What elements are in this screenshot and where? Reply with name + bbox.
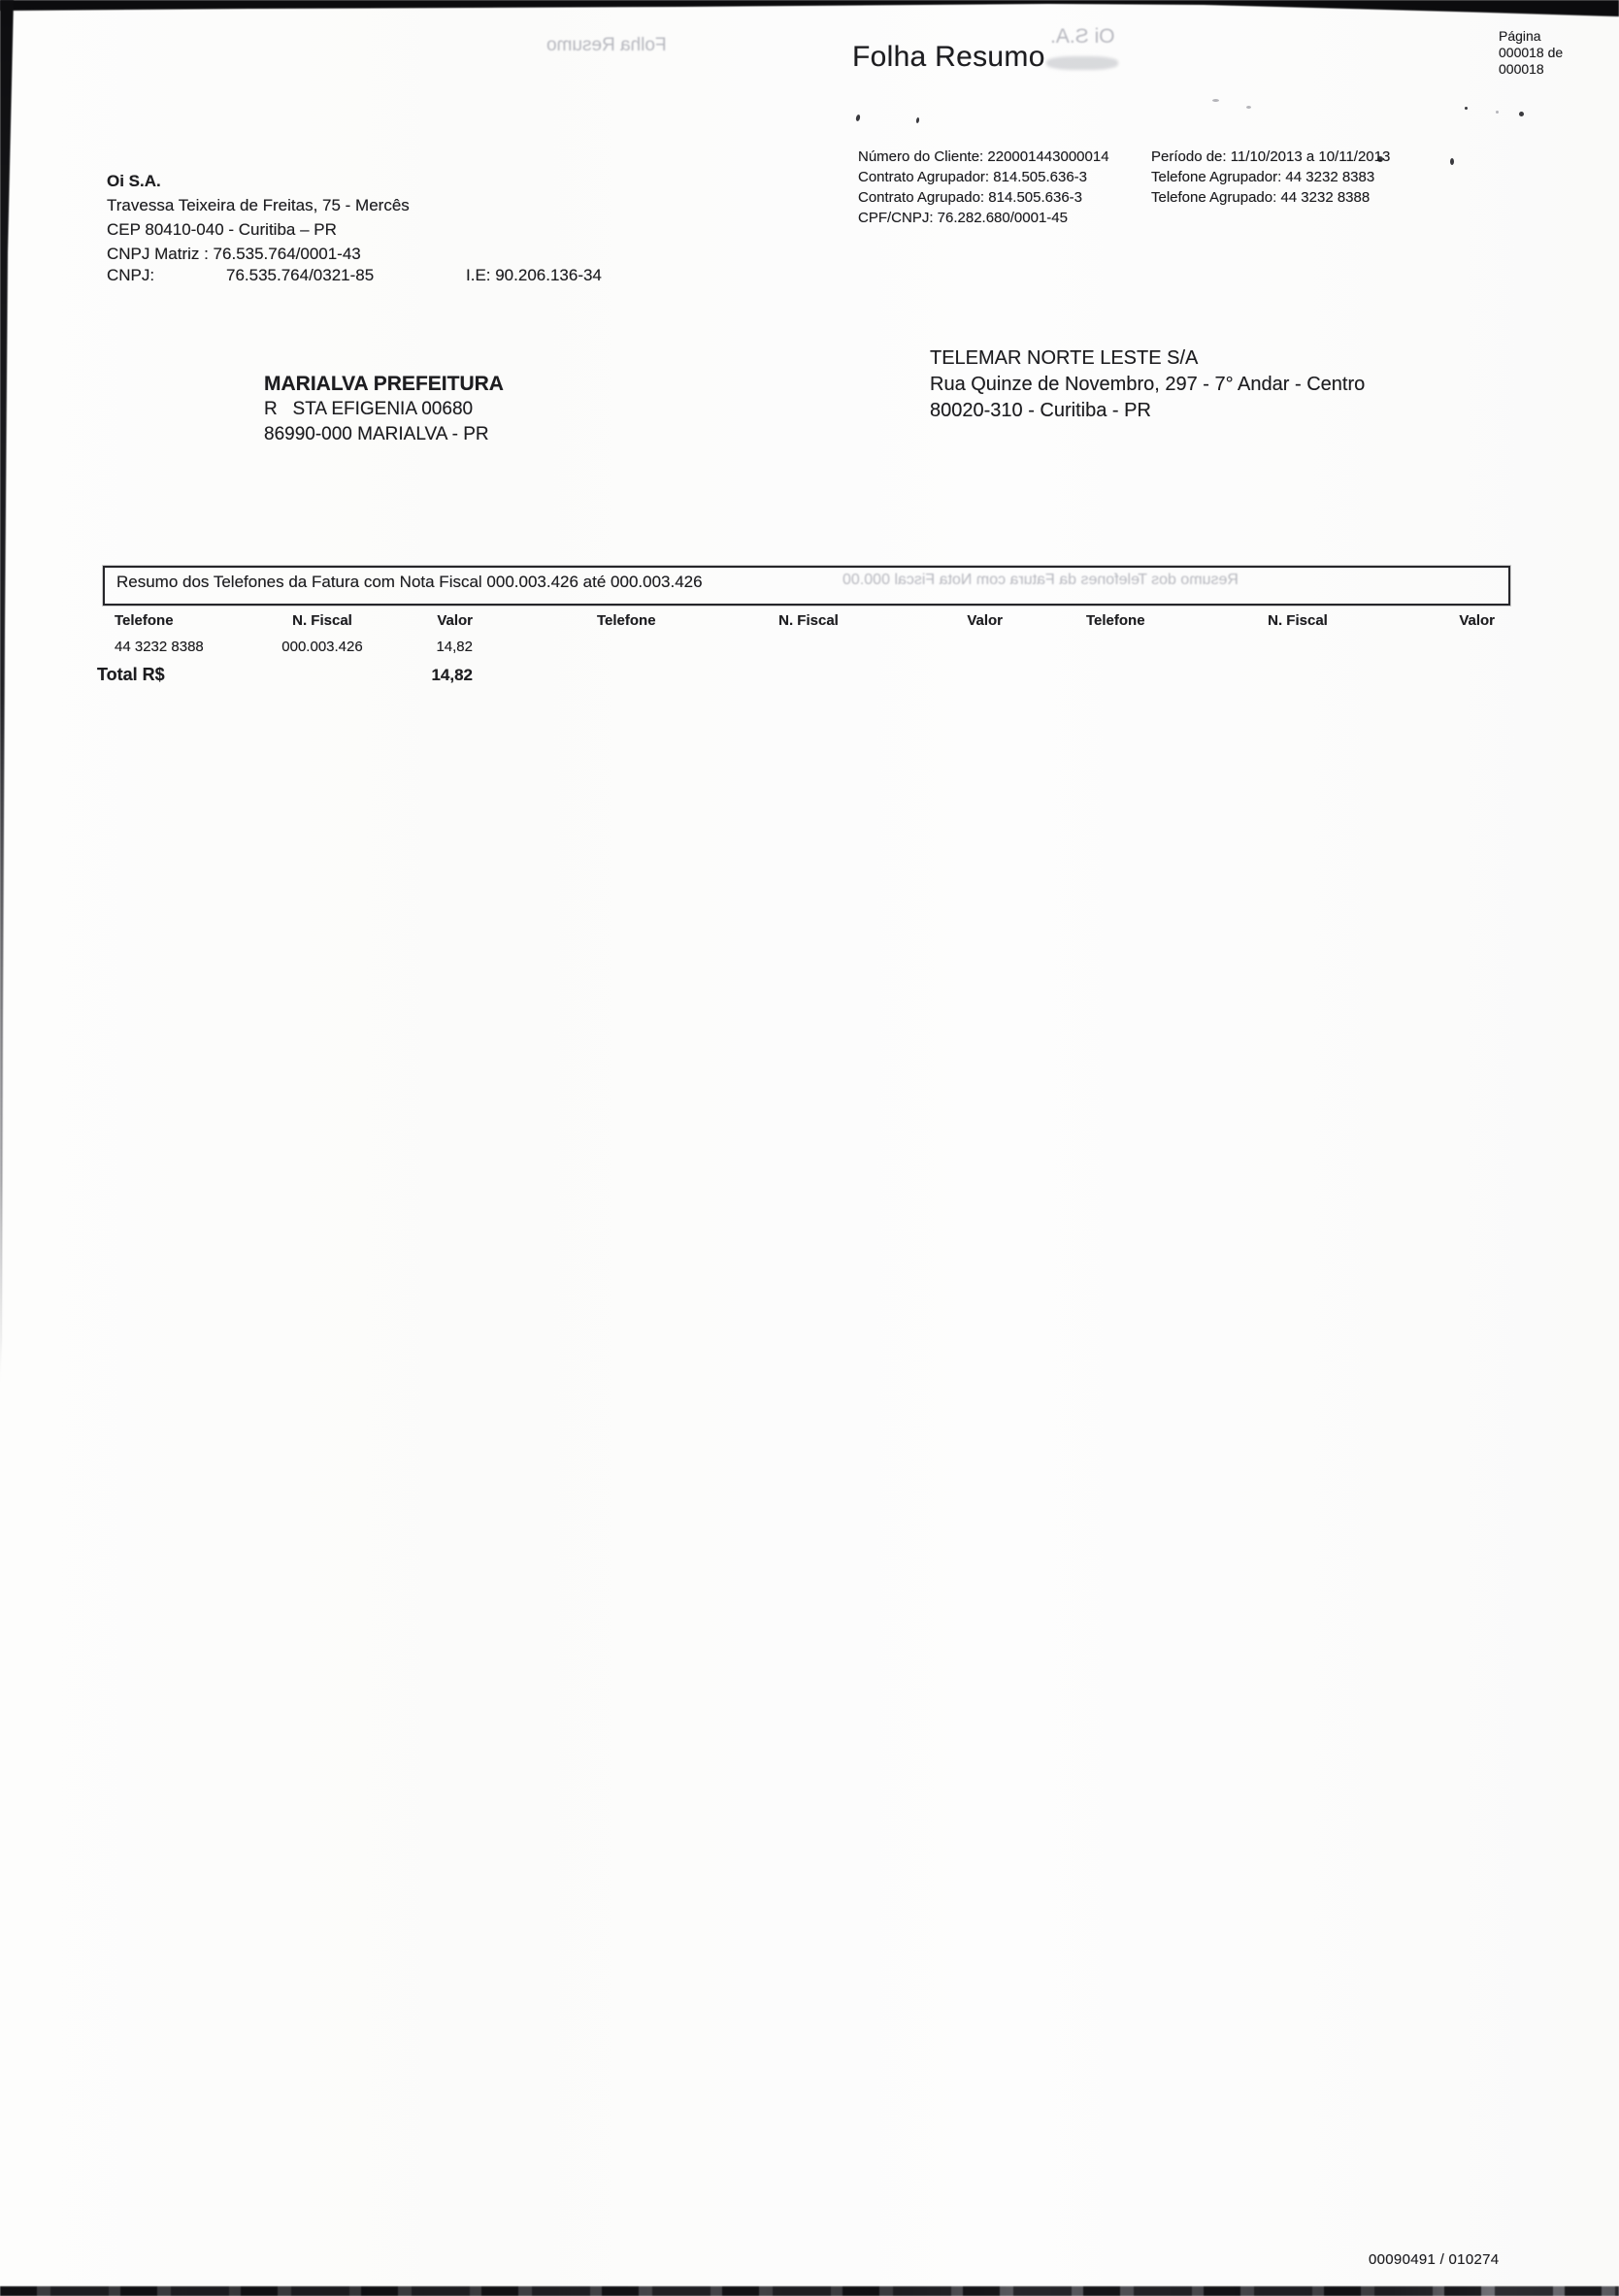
col-header-nfiscal-3: N. Fiscal (1268, 612, 1328, 629)
contract-agrupador-line: Contrato Agrupador: 814.505.636-3 (858, 169, 1088, 185)
scan-speck (1212, 99, 1219, 102)
col-header-valor-3: Valor (1459, 612, 1495, 629)
total-value: 14,82 (431, 666, 473, 684)
sender-name: Oi S.A. (107, 172, 161, 190)
summary-box-title: Resumo dos Telefones da Fatura com Nota Fiscal 000.003.426 até 000.003.426 (116, 573, 703, 591)
col-header-telefone-2: Telefone (597, 612, 656, 629)
row-nfiscal: 000.003.426 (281, 639, 363, 655)
client-info-col1 (858, 147, 1109, 228)
sender-cnpj-label: CNPJ: (107, 266, 155, 284)
scan-speck (1465, 107, 1468, 110)
col-header-nfiscal-2: N. Fiscal (778, 612, 839, 629)
col-header-valor-2: Valor (967, 612, 1003, 629)
issuer-block (930, 345, 1365, 424)
client-number-line: Número do Cliente: 220001443000014 (858, 148, 1109, 165)
sender-address-line1: Travessa Teixeira de Freitas, 75 - Mercês (107, 196, 410, 214)
phone-agrupador-line: Telefone Agrupador: 44 3232 8383 (1151, 169, 1375, 185)
page-number-line2: 000018 (1499, 61, 1544, 77)
scan-speck (855, 115, 861, 122)
bleed-through-title: Folha Resumo (546, 35, 667, 55)
recipient-address-line2: 86990-000 MARIALVA - PR (264, 424, 489, 444)
footer-document-code: 00090491 / 010274 (1369, 2251, 1500, 2268)
recipient-block (264, 372, 504, 447)
scan-speck (1246, 106, 1251, 109)
page-title: Folha Resumo (852, 41, 1045, 73)
contract-agrupado-line: Contrato Agrupado: 814.505.636-3 (858, 189, 1083, 206)
scan-speck (1450, 158, 1454, 165)
issuer-address-line2: 80020-310 - Curitiba - PR (930, 400, 1151, 421)
scan-edge-left (0, 0, 19, 1456)
bleed-through-box-line: Resumo dos Telefones da Fatura com Nota Fiscal 000.00 (843, 572, 1239, 588)
scan-speck (1496, 111, 1499, 114)
col-header-nfiscal-1: N. Fiscal (292, 612, 352, 629)
sender-cnpj-value: 76.535.764/0321-85 (226, 266, 375, 284)
sender-ie-value: I.E: 90.206.136-34 (466, 266, 602, 284)
col-header-telefone-1: Telefone (115, 612, 174, 629)
sender-block (107, 169, 410, 266)
sender-cnpj-matriz: CNPJ Matriz : 76.535.764/0001-43 (107, 245, 361, 263)
col-header-valor-1: Valor (437, 612, 473, 629)
recipient-name: MARIALVA PREFEITURA (264, 373, 504, 395)
page-number-label: Página (1499, 28, 1541, 44)
issuer-name: TELEMAR NORTE LESTE S/A (930, 347, 1199, 369)
client-info-col2 (1151, 147, 1390, 208)
total-label: Total R$ (97, 665, 165, 684)
sender-address-line2: CEP 80410-040 - Curitiba – PR (107, 220, 337, 239)
row-telefone: 44 3232 8388 (115, 639, 204, 655)
page-number-block (1499, 28, 1563, 78)
bleed-through-smudge (1046, 56, 1118, 70)
cpf-cnpj-line: CPF/CNPJ: 76.282.680/0001-45 (858, 210, 1068, 226)
row-valor: 14,82 (436, 639, 473, 655)
scan-speck (1519, 112, 1524, 116)
scan-speck (916, 117, 920, 123)
page-number-line1: 000018 de (1499, 45, 1564, 60)
period-line: Período de: 11/10/2013 a 10/11/2013 (1151, 148, 1391, 165)
issuer-address-line1: Rua Quinze de Novembro, 297 - 7° Andar - Centro (930, 374, 1366, 395)
recipient-address-line1: R STA EFIGENIA 00680 (264, 399, 474, 419)
phone-agrupado-line: Telefone Agrupado: 44 3232 8388 (1151, 189, 1371, 206)
scan-edge-bottom (0, 2286, 1619, 2296)
scan-edge-top (0, 0, 1619, 19)
col-header-telefone-3: Telefone (1086, 612, 1145, 629)
bleed-through-sender: Oi S.A. (1050, 25, 1115, 48)
